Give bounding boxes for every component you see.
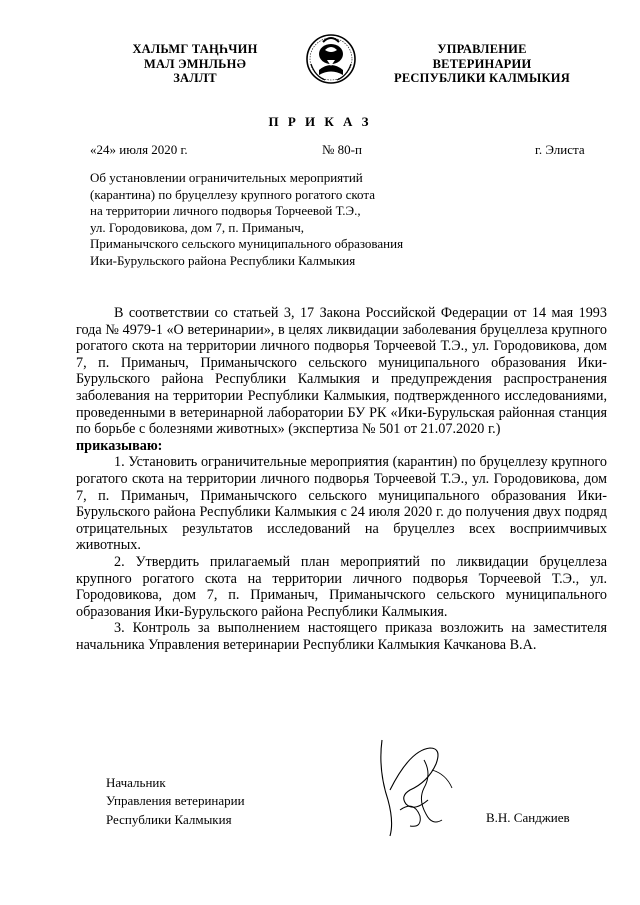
header-right-line-1: УПРАВЛЕНИЕ: [437, 42, 527, 56]
preamble-paragraph: В соответствии со статьей 3, 17 Закона Российской Федерации от 14 мая 1993 года № 4979-1 «О ветеринарии», в целях ликвидации заболевания бруцеллеза крупного рогатого скота на территории личного подворья Торчеевой Т.Э., ул. Городовикова, дом 7, п. Приманыч, Приманычского сельского муниципального образования Ики-Бурульского района Республики Калмыкия и предупреждения распространения заболевания на территории Республики Калмыкия, подтвержденного исследованиями, проведенными в ветеринарной лаборатории БУ РК «Ики-Бурульская районная станция по борьбе с болезнями животных» (экспертиза № 501 от 21.07.2020 г.): [76, 305, 607, 438]
document-number: № 80-п: [322, 142, 362, 157]
order-item-1: 1. Установить ограничительные мероприятия (карантин) по бруцеллезу крупного рогатого скота на территории личного подворья Торчеевой Т.Э., ул. Городовикова, дом 7, п. Приманыч, Приманычского сельского муниципального образования Ики-Бурульского района Республики Калмыкия с 24 июля 2020 г. до получения двух подряд отрицательных результатов исследований на бруцеллез всех восприимчивых животных.: [76, 454, 607, 554]
subject-line: Об установлении ограничительных мероприятий: [90, 170, 363, 185]
order-item-3: 3. Контроль за выполнением настоящего приказа возложить на заместителя начальника Управления ветеринарии Республики Калмыкия Качканова В.А.: [76, 620, 607, 653]
header-right-organization: [392, 42, 572, 86]
subject-line: ул. Городовикова, дом 7, п. Приманыч,: [90, 219, 305, 235]
subject-line: (карантина) по бруцеллезу крупного рогатого скота: [90, 186, 375, 202]
document-date: «24» июля 2020 г.: [90, 142, 188, 157]
document-body: [76, 305, 607, 653]
document-city: г. Элиста: [535, 142, 585, 157]
handwritten-signature-icon: [370, 730, 460, 840]
position-line: Республики Калмыкия: [106, 811, 232, 827]
header-left-organization: [110, 42, 280, 86]
signatory-position: [106, 774, 245, 829]
order-word: приказываю:: [76, 437, 163, 454]
position-line: Управления ветеринарии: [106, 793, 245, 809]
header-left-line-3: ЗАЛЛТ: [173, 71, 217, 85]
subject-line: Приманычского сельского муниципального образования: [90, 236, 404, 251]
position-line: Начальник: [106, 775, 166, 790]
header-right-line-2: ВЕТЕРИНАРИИ: [432, 56, 532, 71]
order-item-2: 2. Утвердить прилагаемый план мероприятий по ликвидации бруцеллеза крупного рогатого скота на территории личного подворья Торчеевой Т.Э., ул. Городовикова, дом 7, п. Приманыч, Приманычского сельского муниципального образования Ики-Бурульского района Республики Калмыкия.: [76, 553, 607, 620]
document-title: П Р И К А З: [268, 114, 372, 129]
header-left-line-2: МАЛ ЭМНЛЬНӘ: [144, 56, 246, 71]
coat-of-arms-emblem-icon: [305, 30, 357, 88]
subject-line: Ики-Бурульского района Республики Калмыкия: [90, 252, 356, 268]
subject-line: на территории личного подворья Торчеевой Т.Э.,: [90, 203, 361, 218]
header-right-line-3: РЕСПУБЛИКИ КАЛМЫКИЯ: [394, 71, 570, 85]
document-subject: [90, 170, 403, 269]
header-left-line-1: ХАЛЬМГ ТАҢҺЧИН: [132, 42, 258, 56]
signatory-name: В.Н. Санджиев: [486, 810, 570, 825]
